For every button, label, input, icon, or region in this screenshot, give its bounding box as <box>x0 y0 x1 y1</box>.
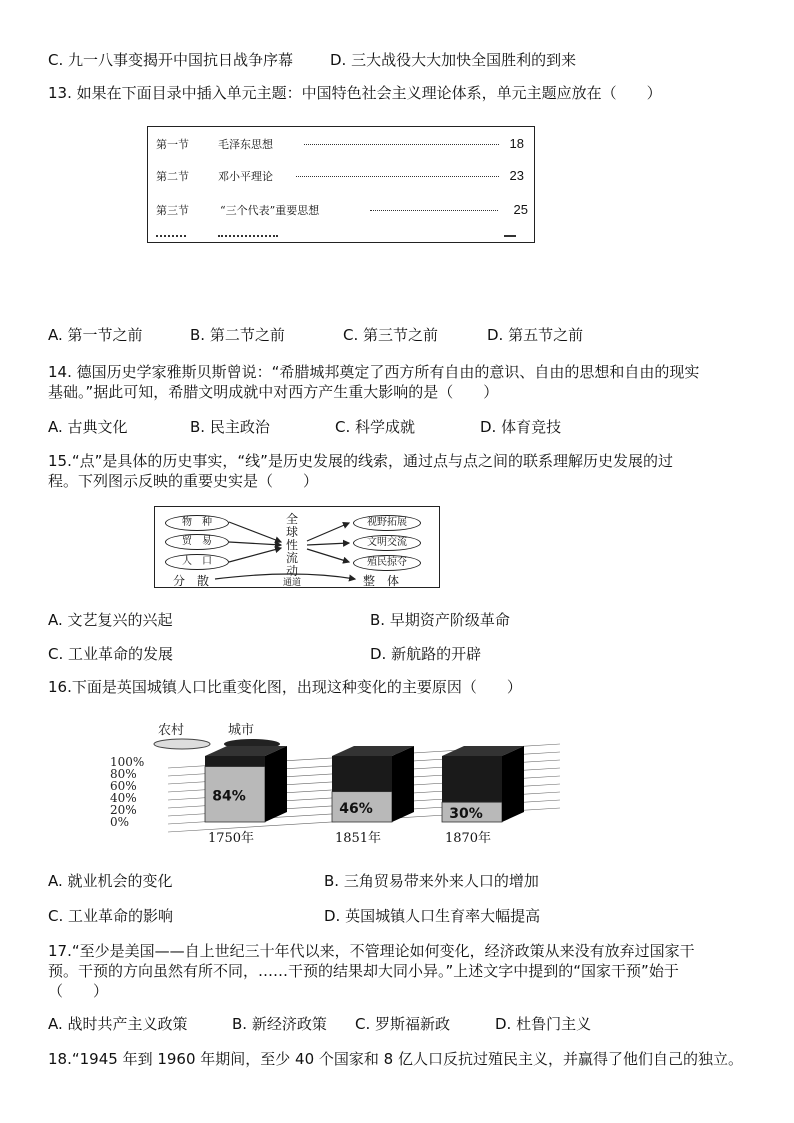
legend-rural-label: 农村 <box>158 723 185 738</box>
bar-side-face <box>392 746 414 822</box>
toc-title: 邓小平理论 <box>218 170 273 183</box>
q16-option-b: B. 三角贸易带来外来人口的增加 <box>324 872 539 890</box>
q17-stem-line1: 17.“至少是美国——自上世纪三十年代以来，不管理论如何变化，经济政策从来没有放弃过国家干 <box>48 942 695 960</box>
flow-diagram <box>154 506 440 588</box>
table-of-contents <box>147 126 535 243</box>
legend-urban-label: 城市 <box>228 723 255 738</box>
toc-section: 第三节 <box>156 204 189 217</box>
toc-title: “三个代表”重要思想 <box>220 204 320 217</box>
diagram-item-population: 人 口 <box>165 554 229 570</box>
q13-option-d: D. 第五节之前 <box>487 326 584 344</box>
q17-option-c: C. 罗斯福新政 <box>355 1015 451 1033</box>
toc-row <box>156 136 524 152</box>
q15-stem-line2: 程。下列图示反映的重要史实是（ ） <box>48 472 319 490</box>
x-tick-label: 1851年 <box>334 831 382 846</box>
q13-stem: 13. 如果在下面目录中插入单元主题：中国特色社会主义理论体系，单元主题应放在（ ） <box>48 84 662 102</box>
q17-option-a: A. 战时共产主义政策 <box>48 1015 188 1033</box>
y-tick-label: 20% <box>110 803 137 817</box>
toc-section: 第二节 <box>156 170 189 183</box>
q14-option-b: B. 民主政治 <box>190 418 270 436</box>
q15-option-d: D. 新航路的开辟 <box>370 645 482 663</box>
bar-side-face <box>265 746 287 822</box>
toc-title: 毛泽东思想 <box>218 138 273 151</box>
toc-row <box>156 168 524 184</box>
q18-stem: 18.“1945 年到 1960 年期间，至少 40 个国家和 8 亿人口反抗过殖民主义，并赢得了他们自己的独立。 <box>48 1050 743 1068</box>
diagram-item-trade: 贸 易 <box>165 534 229 550</box>
q16-option-c: C. 工业革命的影响 <box>48 907 174 925</box>
diagram-item-civilization: 文明交流 <box>353 535 421 551</box>
x-tick-label: 1750年 <box>207 831 255 846</box>
bar-side-face <box>502 746 524 822</box>
toc-section: 第一节 <box>156 138 189 151</box>
q14-option-c: C. 科学成就 <box>335 418 416 436</box>
urban-population-chart <box>110 720 560 850</box>
toc-page: 23 <box>509 168 524 183</box>
q17-option-d: D. 杜鲁门主义 <box>495 1015 592 1033</box>
diagram-item-colonial: 殖民掠夺 <box>353 555 421 571</box>
diagram-item-species: 物 种 <box>165 515 229 531</box>
legend-rural-swatch <box>154 739 210 749</box>
q15-stem-line1: 15.“点”是具体的历史事实，“线”是历史发展的线索，通过点与点之间的联系理解历史发展的过 <box>48 452 673 470</box>
bar-urban <box>205 756 265 767</box>
diagram-bottom-mid: 通道 <box>283 578 302 588</box>
q12-option-c: C. 九一八事变揭开中国抗日战争序幕 <box>48 51 294 69</box>
q13-option-b: B. 第二节之前 <box>190 326 285 344</box>
q15-option-a: A. 文艺复兴的兴起 <box>48 611 173 629</box>
y-tick-label: 60% <box>110 779 137 793</box>
diagram-item-vision: 视野拓展 <box>353 515 421 531</box>
bar-value-label: 46% <box>339 800 373 817</box>
toc-cutoff-row <box>156 235 516 241</box>
q13-option-c: C. 第三节之前 <box>343 326 439 344</box>
q15-option-c: C. 工业革命的发展 <box>48 645 174 663</box>
q17-stem-line3: （ ） <box>48 982 109 1000</box>
q16-option-d: D. 英国城镇人口生育率大幅提高 <box>324 907 541 925</box>
q14-option-a: A. 古典文化 <box>48 418 128 436</box>
toc-page: 25 <box>513 202 528 217</box>
q14-stem-line1: 14. 德国历史学家雅斯贝斯曾说：“希腊城邦奠定了西方所有自由的意识、自由的思想和自由的现实 <box>48 363 700 381</box>
q17-option-b: B. 新经济政策 <box>232 1015 327 1033</box>
diagram-bottom-right: 整 体 <box>363 574 400 588</box>
bar-value-label: 84% <box>212 788 246 805</box>
q16-stem: 16.下面是英国城镇人口比重变化图，出现这种变化的主要原因（ ） <box>48 678 522 696</box>
diagram-bottom-left: 分 散 <box>173 574 210 588</box>
q14-option-d: D. 体育竞技 <box>480 418 562 436</box>
q12-option-d: D. 三大战役大大加快全国胜利的到来 <box>330 51 577 69</box>
toc-row <box>156 202 528 218</box>
chart-svg <box>110 720 560 850</box>
y-tick-label: 80% <box>110 767 137 781</box>
q15-option-b: B. 早期资产阶级革命 <box>370 611 510 629</box>
bar-urban <box>332 756 392 792</box>
bar-value-label: 30% <box>449 806 483 823</box>
diagram-center-label: 全 球 性 流 动 <box>285 512 298 578</box>
q17-stem-line2: 预。干预的方向虽然有所不同，……干预的结果却大同小异。”上述文字中提到的“国家干预”始于 <box>48 962 679 980</box>
q14-stem-line2: 基础。”据此可知，希腊文明成就中对西方产生重大影响的是（ ） <box>48 383 499 401</box>
y-tick-label: 40% <box>110 791 137 805</box>
toc-page: 18 <box>509 136 524 151</box>
bar-urban <box>442 756 502 802</box>
q16-option-a: A. 就业机会的变化 <box>48 872 173 890</box>
q13-option-a: A. 第一节之前 <box>48 326 143 344</box>
x-tick-label: 1870年 <box>444 831 492 846</box>
y-tick-label: 100% <box>110 755 145 769</box>
y-tick-label: 0% <box>110 815 130 829</box>
